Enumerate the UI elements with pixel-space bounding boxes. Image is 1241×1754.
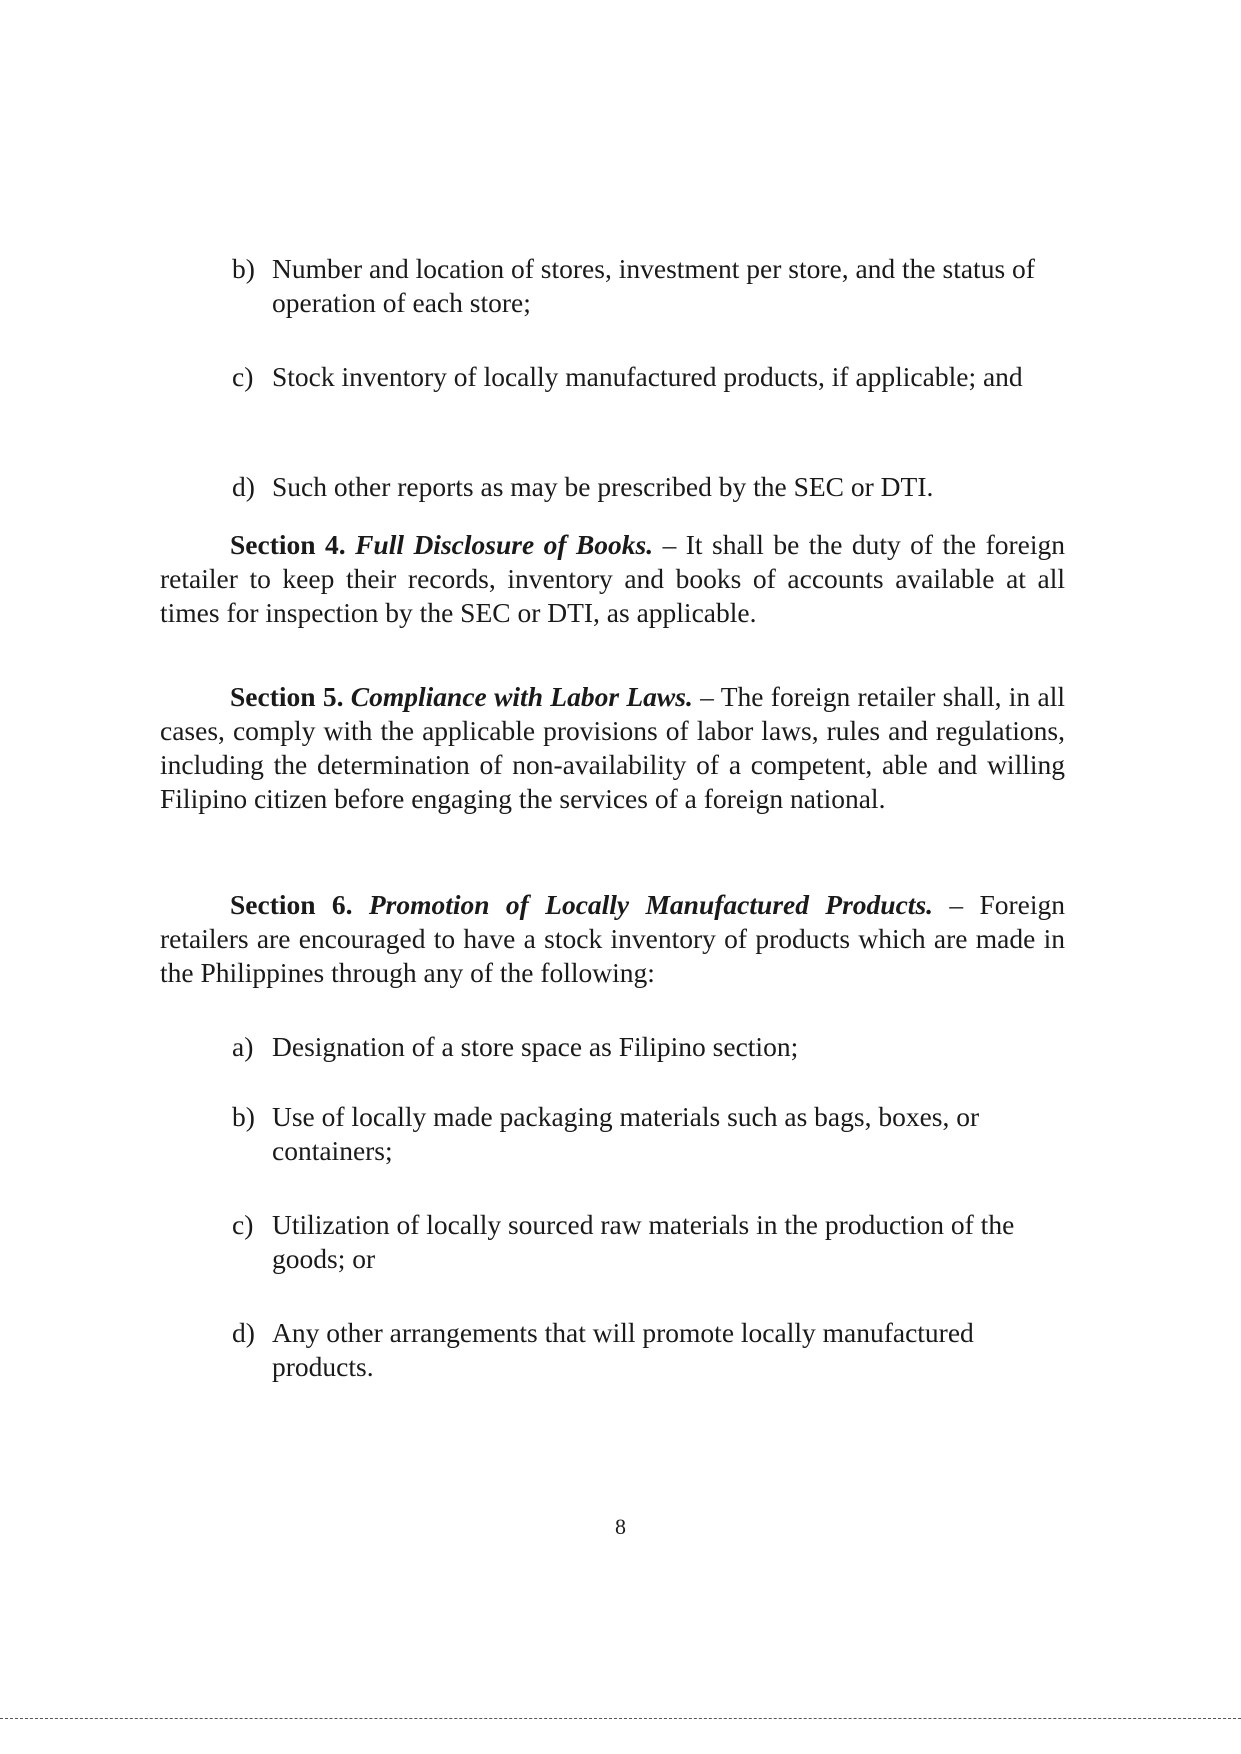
section-4 <box>160 528 1065 630</box>
list-marker: a) <box>232 1031 254 1062</box>
list-item-text: Such other reports as may be prescribed by the SEC or DTI. <box>272 471 934 502</box>
section-body: – Foreign retailers are encouraged to have a stock inventory of products which are made in the Philippines through any of the following: <box>160 889 1065 988</box>
list-marker: d) <box>232 471 255 502</box>
list-item-text: Utilization of locally sourced raw materials in the production of the goods; or <box>272 1209 1015 1274</box>
section-heading: Section 4. <box>230 529 346 560</box>
page-number: 8 <box>615 1514 626 1539</box>
list-item-d <box>232 1316 1062 1384</box>
footer-rule <box>0 1718 1241 1719</box>
list-item-d <box>232 470 1062 504</box>
list-item-text: Any other arrangements that will promote locally manufactured products. <box>272 1317 974 1382</box>
list-item-c <box>232 1208 1062 1276</box>
list-item-c <box>232 360 1062 394</box>
list-item-b <box>232 1100 1062 1168</box>
list-marker: d) <box>232 1317 255 1348</box>
section-title: Promotion of Locally Manufactured Products. <box>368 889 934 920</box>
section-6 <box>160 888 1065 990</box>
list-item-b <box>232 252 1062 320</box>
section-heading: Section 5. <box>230 681 344 712</box>
list-item-a <box>232 1030 1062 1064</box>
list-item-text: Designation of a store space as Filipino section; <box>272 1031 799 1062</box>
list-item-text: Use of locally made packaging materials such as bags, boxes, or containers; <box>272 1101 980 1166</box>
list-marker: b) <box>232 253 255 284</box>
list-marker: b) <box>232 1101 255 1132</box>
section-heading: Section 6. <box>230 889 353 920</box>
list-item-text: Stock inventory of locally manufactured products, if applicable; and <box>272 361 1023 392</box>
section-5 <box>160 680 1065 816</box>
list-marker: c) <box>232 361 254 392</box>
section-body: – The foreign retailer shall, in all cases, comply with the applicable provisions of labor laws, rules and regulations, including the determination of non-availability of a competent, able and willing Filipino citizen before engaging the services of a foreign national. <box>160 681 1065 814</box>
section-title: Compliance with Labor Laws. <box>350 681 693 712</box>
section-title: Full Disclosure of Books. <box>355 529 654 560</box>
list-marker: c) <box>232 1209 254 1240</box>
list-item-text: Number and location of stores, investment per store, and the status of operation of each store; <box>272 253 1035 318</box>
section-body: – It shall be the duty of the foreign retailer to keep their records, inventory and books of accounts available at all times for inspection by the SEC or DTI, as applicable. <box>160 529 1065 628</box>
